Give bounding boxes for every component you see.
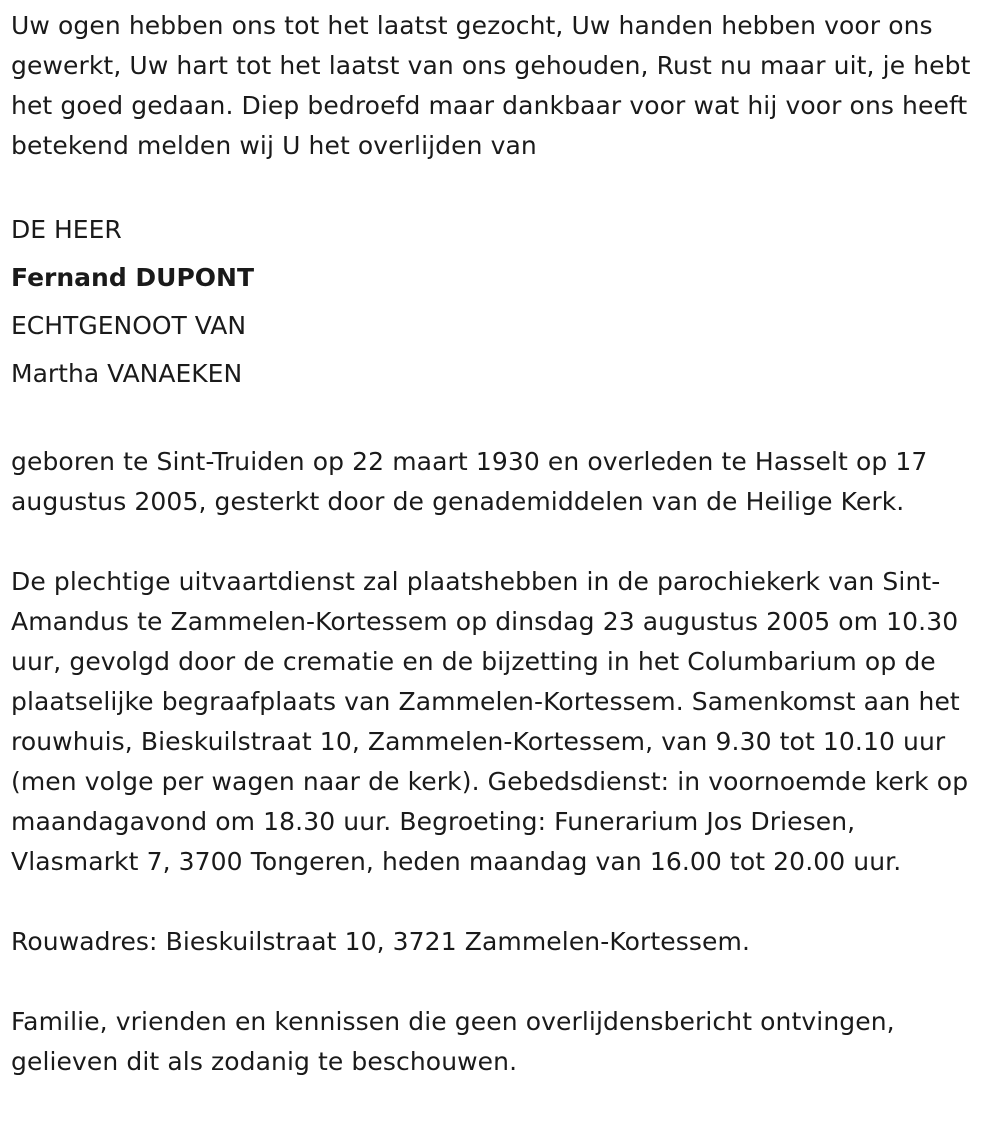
spacer [11,962,988,1002]
spacer [11,398,988,442]
birth-death-paragraph: geboren te Sint-Truiden op 22 maart 1930 en overleden te Hasselt op 17 augustus 2005, gesterkt door de genademiddelen van de Heilige Kerk. [11,447,928,516]
spacer [11,166,988,206]
relation-label: ECHTGENOOT VAN [11,311,247,340]
spacer [11,522,988,562]
deceased-heading [11,206,988,398]
closing-paragraph: Familie, vrienden en kennissen die geen overlijdensbericht ontvingen, gelieven dit als zodanig te beschouwen. [11,1007,895,1076]
address-paragraph: Rouwadres: Bieskuilstraat 10, 3721 Zammelen-Kortessem. [11,927,751,956]
honorific-title: DE HEER [11,215,122,244]
spacer [11,882,988,922]
spouse-name: Martha VANAEKEN [11,359,243,388]
service-paragraph: De plechtige uitvaartdienst zal plaatshebben in de parochiekerk van Sint-Amandus te Zammelen-Kortessem op dinsdag 23 augustus 2005 om 10.30 uur, gevolgd door de crematie en de bijzetting in het Columbarium op de plaatselijke begraafplaats van Zammelen-Kortessem. Samenkomst aan het rouwhuis, Bieskuilstraat 10, Zammelen-Kortessem, van 9.30 tot 10.10 uur (men volge per wagen naar de kerk). Gebedsdienst: in voornoemde kerk op maandagavond om 18.30 uur. Begroeting: Funerarium Jos Driesen, Vlasmarkt 7, 3700 Tongeren, heden maandag van 16.00 tot 20.00 uur. [11,567,969,876]
deceased-name: Fernand DUPONT [11,263,255,292]
intro-paragraph: Uw ogen hebben ons tot het laatst gezocht, Uw handen hebben voor ons gewerkt, Uw hart tot het laatst van ons gehouden, Rust nu maar uit, je hebt het goed gedaan. Diep bedroefd maar dankbaar voor wat hij voor ons heeft betekend melden wij U het overlijden van [11,11,971,160]
